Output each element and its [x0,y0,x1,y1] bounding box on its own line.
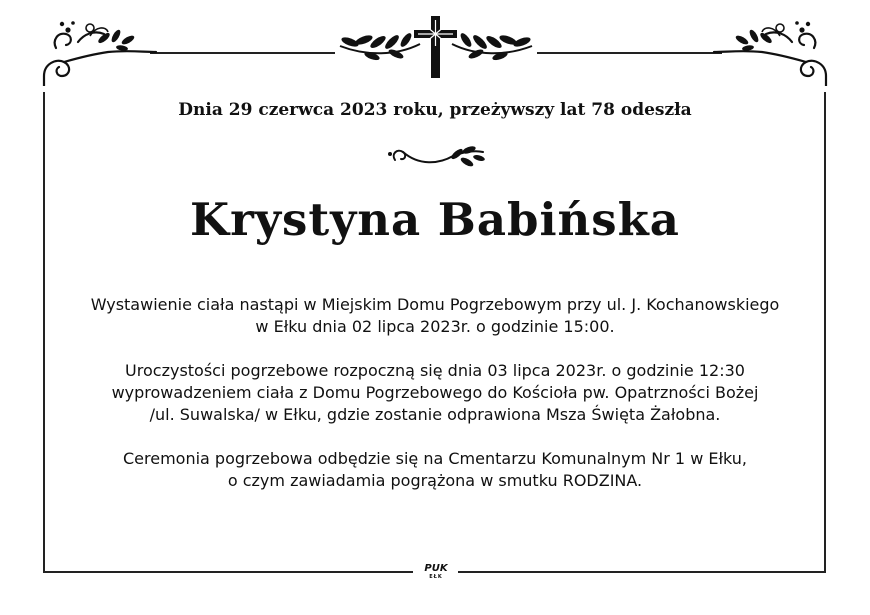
ceremony-paragraph [50,360,820,426]
paragraph-line: wyprowadzeniem ciała z Domu Pogrzebowego do Kościoła pw. Opatrzności Bożej [111,383,759,402]
viewing-paragraph [50,294,820,338]
frame-left-border [43,92,45,572]
frame-right-border [824,92,826,572]
frame-bottom-border-left [43,571,413,573]
burial-paragraph [50,448,820,492]
paragraph-line: Ceremonia pogrzebowa odbędzie się na Cmentarzu Komunalnym Nr 1 w Ełku, [122,449,748,468]
obituary-body [50,294,820,514]
top-rule-right [537,52,722,54]
date-age-heading: Dnia 29 czerwca 2023 roku, przeżywszy lat 78 odeszła [178,100,692,120]
paragraph-line: Wystawienie ciała nastąpi w Miejskim Domu Pogrzebowym przy ul. J. Kochanowskiego [90,295,780,314]
logo-main-text: PUK [424,563,448,574]
paragraph-line: o czym zawiadamia pogrążona w smutku RODZINA. [227,471,643,490]
top-rule-left [150,52,335,54]
floral-swirl-left-icon [38,14,158,86]
puk-logo [415,563,457,583]
leaf-swirl-divider-icon [383,140,487,174]
logo-sub-text: EŁK [429,574,443,580]
paragraph-line: w Ełku dnia 02 lipca 2023r. o godzinie 15:00. [255,317,615,336]
frame-bottom-border-right [458,571,826,573]
paragraph-line: Uroczystości pogrzebowe rozpoczną się dnia 03 lipca 2023r. o godzinie 12:30 [125,361,745,380]
paragraph-line: /ul. Suwalska/ w Ełku, gdzie zostanie odprawiona Msza Święta Żałobna. [149,405,721,424]
floral-swirl-right-icon [712,14,832,86]
cross-with-laurel-icon [336,12,536,82]
deceased-name: Krystyna Babińska [190,193,680,246]
